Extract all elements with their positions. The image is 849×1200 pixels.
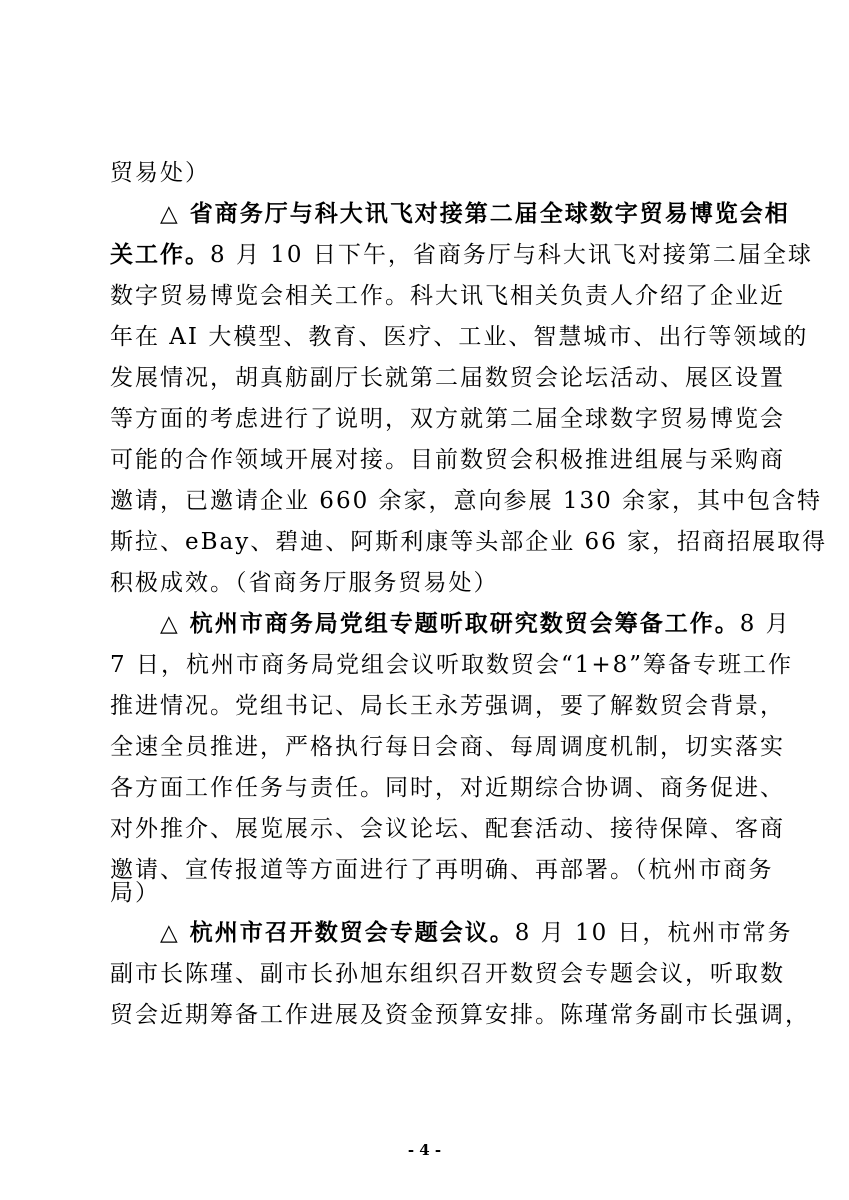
item-2-body-line: 全速全员推进，严格执行每日会商、每周调度机制，切实落实 <box>110 734 785 760</box>
item-3-heading: △ 杭州市召开数贸会专题会议。 <box>160 919 515 946</box>
item-2-body-start: 8 月 <box>739 611 791 637</box>
item-1-body-line: 邀请，已邀请企业 660 余家，意向参展 130 余家，其中包含特 <box>110 488 823 514</box>
item-1-body-line: 数字贸易博览会相关工作。科大讯飞相关负责人介绍了企业近 <box>110 283 785 309</box>
item-2-body-line: 局） <box>110 880 160 906</box>
item-1-body-line: 等方面的考虑进行了说明，双方就第二届全球数字贸易博览会 <box>110 406 785 432</box>
item-1-body-line: 发展情况，胡真舫副厅长就第二届数贸会论坛活动、展区设置 <box>110 365 785 391</box>
item-1-body-line: 积极成效。（省商务厅服务贸易处） <box>110 570 499 596</box>
item-2-heading-line <box>160 605 791 643</box>
item-2-body-line: 推进情况。党组书记、局长王永芳强调，要了解数贸会背景， <box>110 693 785 719</box>
item-2-body-line: 邀请、宣传报道等方面进行了再明确、再部署。（杭州市商务 <box>110 857 774 883</box>
continued-line: 贸易处） <box>110 160 210 186</box>
item-1-heading: △ 省商务厅与科大讯飞对接第二届全球数字贸易博览会相 <box>160 200 790 227</box>
item-1-body-line: 可能的合作领域开展对接。目前数贸会积极推进组展与采购商 <box>110 447 785 473</box>
item-2-body-line: 各方面工作任务与责任。同时，对近期综合协调、商务促进、 <box>110 775 785 801</box>
page-number: - 4 - <box>407 1141 442 1159</box>
item-3-body-start: 8 月 10 日，杭州市常务 <box>514 920 793 946</box>
item-1-heading-end: 关工作。 <box>110 241 210 268</box>
item-1-heading-continuation <box>110 236 813 274</box>
item-2-body-line: 7 日，杭州市商务局党组会议听取数贸会“1+8”筹备专班工作 <box>110 652 793 678</box>
item-1-body-line: 斯拉、eBay、碧迪、阿斯利康等头部企业 66 家，招商招展取得 <box>110 529 828 555</box>
item-3-body-line: 副市长陈瑾、副市长孙旭东组织召开数贸会专题会议，听取数 <box>110 961 785 987</box>
item-2-heading: △ 杭州市商务局党组专题听取研究数贸会筹备工作。 <box>160 610 740 637</box>
item-3-body-line: 贸会近期筹备工作进展及资金预算安排。陈瑾常务副市长强调， <box>110 1002 810 1028</box>
item-3-heading-line <box>160 914 793 952</box>
item-1-body-start: 8 月 10 日下午，省商务厅与科大讯飞对接第二届全球 <box>210 242 813 268</box>
item-2-body-line: 对外推介、展览展示、会议论坛、配套活动、接待保障、客商 <box>110 816 785 842</box>
item-1-body-line: 年在 AI 大模型、教育、医疗、工业、智慧城市、出行等领域的 <box>110 324 809 350</box>
